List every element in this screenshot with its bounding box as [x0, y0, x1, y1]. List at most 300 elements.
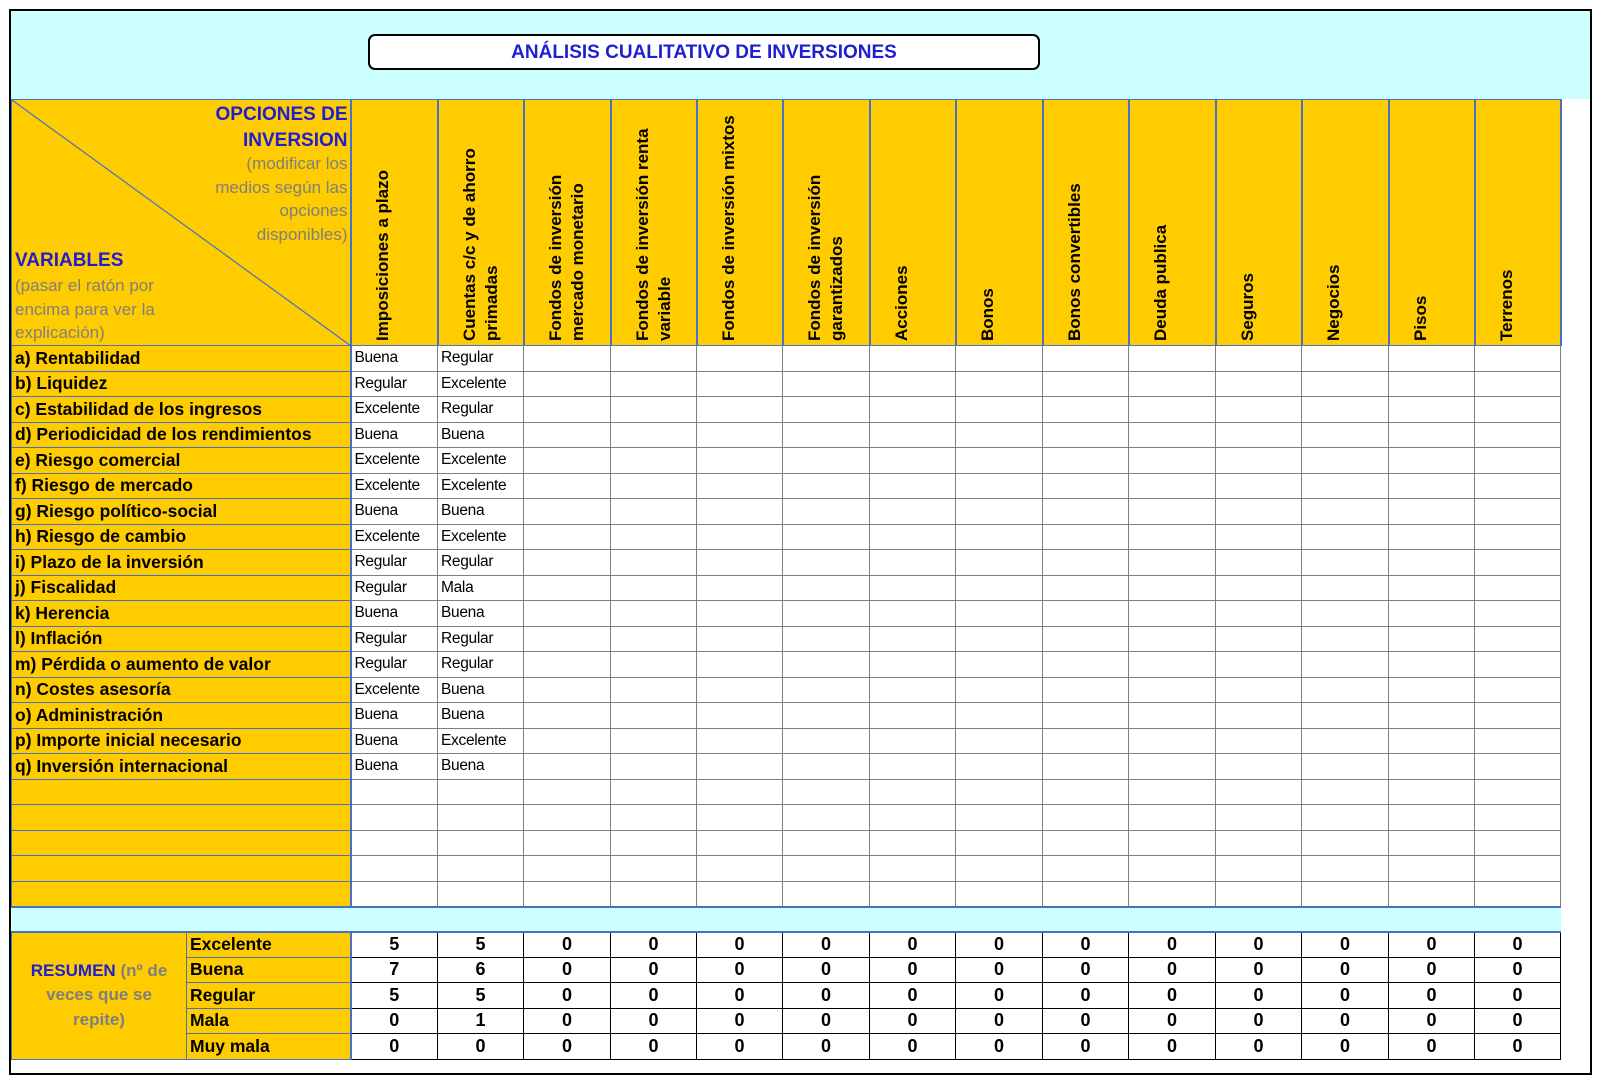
column-header[interactable] [1216, 100, 1302, 346]
rating-cell[interactable] [783, 550, 870, 576]
rating-cell[interactable] [697, 473, 783, 499]
rating-cell[interactable] [524, 703, 611, 729]
rating-cell[interactable] [1302, 652, 1389, 678]
rating-cell[interactable] [1475, 728, 1561, 754]
rating-cell[interactable] [870, 499, 956, 525]
rating-cell[interactable] [1043, 728, 1129, 754]
rating-cell[interactable] [1129, 677, 1216, 703]
rating-cell[interactable] [870, 728, 956, 754]
rating-cell[interactable] [611, 881, 697, 907]
rating-cell[interactable] [1389, 703, 1475, 729]
rating-cell[interactable] [1302, 703, 1389, 729]
rating-cell[interactable]: Buena [351, 728, 438, 754]
rating-cell[interactable] [697, 703, 783, 729]
rating-cell[interactable] [351, 805, 438, 831]
rating-cell[interactable] [1216, 524, 1302, 550]
rating-cell[interactable] [1043, 448, 1129, 474]
rating-cell[interactable] [1389, 754, 1475, 780]
rating-cell[interactable] [1475, 856, 1561, 882]
rating-cell[interactable] [1216, 448, 1302, 474]
rating-cell[interactable] [524, 371, 611, 397]
rating-cell[interactable] [1216, 601, 1302, 627]
rating-cell[interactable] [1302, 448, 1389, 474]
rating-cell[interactable] [783, 754, 870, 780]
rating-cell[interactable] [1475, 499, 1561, 525]
rating-cell[interactable] [524, 754, 611, 780]
rating-cell[interactable] [783, 371, 870, 397]
rating-cell[interactable] [1389, 626, 1475, 652]
rating-cell[interactable] [956, 473, 1043, 499]
rating-cell[interactable] [1475, 703, 1561, 729]
rating-cell[interactable] [1389, 856, 1475, 882]
rating-cell[interactable] [1129, 626, 1216, 652]
rating-cell[interactable]: Buena [438, 499, 524, 525]
column-header[interactable] [351, 100, 438, 346]
variable-label[interactable]: j) Fiscalidad [12, 575, 351, 601]
rating-cell[interactable] [1389, 881, 1475, 907]
rating-cell[interactable] [870, 524, 956, 550]
rating-cell[interactable] [1129, 728, 1216, 754]
rating-cell[interactable] [524, 830, 611, 856]
blank-variable-label[interactable] [12, 830, 351, 856]
rating-cell[interactable] [783, 703, 870, 729]
rating-cell[interactable] [1475, 754, 1561, 780]
variable-label[interactable]: f) Riesgo de mercado [12, 473, 351, 499]
rating-cell[interactable] [438, 805, 524, 831]
rating-cell[interactable] [524, 575, 611, 601]
rating-cell[interactable] [611, 550, 697, 576]
rating-cell[interactable] [956, 371, 1043, 397]
rating-cell[interactable] [1216, 830, 1302, 856]
rating-cell[interactable] [870, 575, 956, 601]
rating-cell[interactable] [956, 677, 1043, 703]
rating-cell[interactable] [697, 371, 783, 397]
rating-cell[interactable] [1216, 652, 1302, 678]
rating-cell[interactable] [697, 779, 783, 805]
rating-cell[interactable] [870, 754, 956, 780]
column-header[interactable] [1475, 100, 1561, 346]
rating-cell[interactable] [1475, 448, 1561, 474]
rating-cell[interactable] [1475, 779, 1561, 805]
rating-cell[interactable] [697, 677, 783, 703]
rating-cell[interactable] [1129, 499, 1216, 525]
rating-cell[interactable] [870, 422, 956, 448]
rating-cell[interactable]: Regular [438, 652, 524, 678]
rating-cell[interactable] [956, 856, 1043, 882]
rating-cell[interactable] [1043, 575, 1129, 601]
rating-cell[interactable] [1129, 371, 1216, 397]
rating-cell[interactable] [697, 728, 783, 754]
rating-cell[interactable] [524, 626, 611, 652]
variable-label[interactable]: g) Riesgo político-social [12, 499, 351, 525]
rating-cell[interactable]: Buena [351, 703, 438, 729]
rating-cell[interactable] [1389, 601, 1475, 627]
rating-cell[interactable]: Regular [351, 371, 438, 397]
rating-cell[interactable] [1475, 601, 1561, 627]
rating-cell[interactable]: Mala [438, 575, 524, 601]
rating-cell[interactable] [783, 575, 870, 601]
column-header[interactable] [1043, 100, 1129, 346]
variable-label[interactable]: b) Liquidez [12, 371, 351, 397]
rating-cell[interactable] [783, 856, 870, 882]
rating-cell[interactable] [1389, 346, 1475, 372]
rating-cell[interactable]: Excelente [351, 677, 438, 703]
rating-cell[interactable] [956, 346, 1043, 372]
rating-cell[interactable] [870, 703, 956, 729]
rating-cell[interactable] [1475, 677, 1561, 703]
rating-cell[interactable] [783, 830, 870, 856]
rating-cell[interactable] [1302, 575, 1389, 601]
rating-cell[interactable] [611, 703, 697, 729]
rating-cell[interactable] [697, 830, 783, 856]
rating-cell[interactable] [697, 652, 783, 678]
rating-cell[interactable]: Excelente [438, 473, 524, 499]
rating-cell[interactable] [1129, 422, 1216, 448]
rating-cell[interactable] [956, 830, 1043, 856]
rating-cell[interactable] [524, 397, 611, 423]
rating-cell[interactable] [870, 881, 956, 907]
rating-cell[interactable] [351, 779, 438, 805]
rating-cell[interactable] [1302, 728, 1389, 754]
rating-cell[interactable] [351, 856, 438, 882]
rating-cell[interactable] [524, 524, 611, 550]
variable-label[interactable]: c) Estabilidad de los ingresos [12, 397, 351, 423]
rating-cell[interactable] [1043, 499, 1129, 525]
rating-cell[interactable] [870, 601, 956, 627]
rating-cell[interactable]: Excelente [351, 473, 438, 499]
column-header[interactable] [524, 100, 611, 346]
rating-cell[interactable]: Regular [351, 626, 438, 652]
rating-cell[interactable] [1475, 575, 1561, 601]
rating-cell[interactable] [870, 371, 956, 397]
rating-cell[interactable] [1216, 473, 1302, 499]
column-header[interactable] [438, 100, 524, 346]
rating-cell[interactable] [1216, 346, 1302, 372]
rating-cell[interactable] [697, 397, 783, 423]
rating-cell[interactable] [956, 703, 1043, 729]
blank-variable-label[interactable] [12, 881, 351, 907]
rating-cell[interactable] [524, 601, 611, 627]
variable-label[interactable]: q) Inversión internacional [12, 754, 351, 780]
rating-cell[interactable] [1216, 856, 1302, 882]
rating-cell[interactable] [697, 881, 783, 907]
rating-cell[interactable] [1302, 677, 1389, 703]
rating-cell[interactable] [524, 346, 611, 372]
rating-cell[interactable] [697, 626, 783, 652]
rating-cell[interactable] [1302, 397, 1389, 423]
rating-cell[interactable] [697, 524, 783, 550]
rating-cell[interactable] [1216, 575, 1302, 601]
rating-cell[interactable]: Regular [438, 550, 524, 576]
rating-cell[interactable] [870, 856, 956, 882]
rating-cell[interactable] [1129, 473, 1216, 499]
rating-cell[interactable] [1216, 626, 1302, 652]
rating-cell[interactable] [956, 575, 1043, 601]
rating-cell[interactable] [611, 499, 697, 525]
rating-cell[interactable]: Excelente [438, 728, 524, 754]
rating-cell[interactable] [524, 422, 611, 448]
rating-cell[interactable] [783, 805, 870, 831]
rating-cell[interactable] [956, 422, 1043, 448]
column-header[interactable] [1129, 100, 1216, 346]
rating-cell[interactable] [1043, 856, 1129, 882]
rating-cell[interactable] [956, 805, 1043, 831]
rating-cell[interactable] [1302, 881, 1389, 907]
rating-cell[interactable] [524, 805, 611, 831]
rating-cell[interactable] [870, 805, 956, 831]
rating-cell[interactable] [1302, 473, 1389, 499]
rating-cell[interactable] [1475, 371, 1561, 397]
rating-cell[interactable] [1475, 805, 1561, 831]
rating-cell[interactable] [1475, 652, 1561, 678]
rating-cell[interactable] [611, 346, 697, 372]
rating-cell[interactable] [783, 422, 870, 448]
rating-cell[interactable] [1043, 550, 1129, 576]
rating-cell[interactable] [1389, 677, 1475, 703]
rating-cell[interactable] [1216, 422, 1302, 448]
rating-cell[interactable]: Excelente [438, 524, 524, 550]
rating-cell[interactable] [783, 499, 870, 525]
rating-cell[interactable] [1475, 422, 1561, 448]
rating-cell[interactable] [1475, 346, 1561, 372]
rating-cell[interactable] [524, 473, 611, 499]
rating-cell[interactable] [783, 652, 870, 678]
rating-cell[interactable] [1129, 397, 1216, 423]
rating-cell[interactable] [1216, 499, 1302, 525]
rating-cell[interactable] [1216, 754, 1302, 780]
rating-cell[interactable] [1216, 677, 1302, 703]
rating-cell[interactable] [870, 652, 956, 678]
rating-cell[interactable] [351, 830, 438, 856]
rating-cell[interactable]: Excelente [351, 397, 438, 423]
rating-cell[interactable] [1043, 397, 1129, 423]
rating-cell[interactable] [783, 677, 870, 703]
rating-cell[interactable] [524, 499, 611, 525]
rating-cell[interactable] [1389, 473, 1475, 499]
rating-cell[interactable] [956, 754, 1043, 780]
rating-cell[interactable] [697, 499, 783, 525]
rating-cell[interactable] [783, 448, 870, 474]
rating-cell[interactable] [1216, 371, 1302, 397]
rating-cell[interactable] [1389, 779, 1475, 805]
rating-cell[interactable] [1389, 499, 1475, 525]
rating-cell[interactable] [1129, 448, 1216, 474]
rating-cell[interactable]: Buena [351, 499, 438, 525]
rating-cell[interactable] [1302, 830, 1389, 856]
rating-cell[interactable] [1043, 652, 1129, 678]
rating-cell[interactable] [783, 346, 870, 372]
rating-cell[interactable] [1043, 754, 1129, 780]
rating-cell[interactable] [1389, 448, 1475, 474]
variable-label[interactable]: o) Administración [12, 703, 351, 729]
rating-cell[interactable] [956, 524, 1043, 550]
rating-cell[interactable] [1389, 805, 1475, 831]
rating-cell[interactable] [1129, 346, 1216, 372]
rating-cell[interactable] [870, 448, 956, 474]
rating-cell[interactable] [611, 856, 697, 882]
rating-cell[interactable] [1389, 575, 1475, 601]
variable-label[interactable]: a) Rentabilidad [12, 346, 351, 372]
rating-cell[interactable] [1216, 881, 1302, 907]
rating-cell[interactable] [956, 499, 1043, 525]
rating-cell[interactable]: Regular [351, 652, 438, 678]
rating-cell[interactable] [524, 550, 611, 576]
rating-cell[interactable] [1389, 524, 1475, 550]
rating-cell[interactable] [524, 728, 611, 754]
rating-cell[interactable] [870, 550, 956, 576]
rating-cell[interactable] [956, 728, 1043, 754]
rating-cell[interactable] [697, 575, 783, 601]
rating-cell[interactable] [870, 677, 956, 703]
rating-cell[interactable] [1302, 550, 1389, 576]
rating-cell[interactable] [870, 779, 956, 805]
rating-cell[interactable] [1302, 346, 1389, 372]
variable-label[interactable]: h) Riesgo de cambio [12, 524, 351, 550]
rating-cell[interactable] [611, 652, 697, 678]
rating-cell[interactable] [783, 397, 870, 423]
rating-cell[interactable]: Buena [351, 346, 438, 372]
rating-cell[interactable] [524, 652, 611, 678]
blank-variable-label[interactable] [12, 805, 351, 831]
variable-label[interactable]: e) Riesgo comercial [12, 448, 351, 474]
column-header[interactable] [956, 100, 1043, 346]
rating-cell[interactable] [1302, 524, 1389, 550]
rating-cell[interactable] [611, 371, 697, 397]
rating-cell[interactable] [1043, 830, 1129, 856]
rating-cell[interactable] [956, 881, 1043, 907]
rating-cell[interactable]: Buena [438, 703, 524, 729]
variable-label[interactable]: i) Plazo de la inversión [12, 550, 351, 576]
rating-cell[interactable] [1216, 703, 1302, 729]
rating-cell[interactable] [1129, 550, 1216, 576]
rating-cell[interactable] [1043, 805, 1129, 831]
rating-cell[interactable] [956, 652, 1043, 678]
rating-cell[interactable]: Regular [351, 575, 438, 601]
column-header[interactable] [1302, 100, 1389, 346]
rating-cell[interactable] [956, 626, 1043, 652]
rating-cell[interactable] [870, 397, 956, 423]
rating-cell[interactable] [1043, 422, 1129, 448]
rating-cell[interactable] [524, 856, 611, 882]
rating-cell[interactable] [1475, 550, 1561, 576]
rating-cell[interactable] [1129, 856, 1216, 882]
rating-cell[interactable] [956, 779, 1043, 805]
rating-cell[interactable] [1043, 601, 1129, 627]
variable-label[interactable]: n) Costes asesoría [12, 677, 351, 703]
blank-variable-label[interactable] [12, 779, 351, 805]
rating-cell[interactable] [1302, 856, 1389, 882]
rating-cell[interactable] [524, 779, 611, 805]
rating-cell[interactable]: Regular [438, 346, 524, 372]
rating-cell[interactable] [611, 422, 697, 448]
rating-cell[interactable] [783, 473, 870, 499]
rating-cell[interactable] [1129, 652, 1216, 678]
column-header[interactable] [1389, 100, 1475, 346]
rating-cell[interactable] [1129, 754, 1216, 780]
rating-cell[interactable] [1129, 805, 1216, 831]
rating-cell[interactable] [1475, 881, 1561, 907]
rating-cell[interactable] [1475, 473, 1561, 499]
rating-cell[interactable] [870, 830, 956, 856]
variable-label[interactable]: k) Herencia [12, 601, 351, 627]
rating-cell[interactable]: Buena [351, 422, 438, 448]
rating-cell[interactable] [1043, 703, 1129, 729]
rating-cell[interactable]: Buena [438, 754, 524, 780]
rating-cell[interactable] [697, 550, 783, 576]
rating-cell[interactable] [1043, 881, 1129, 907]
variable-label[interactable]: d) Periodicidad de los rendimientos [12, 422, 351, 448]
rating-cell[interactable] [1302, 754, 1389, 780]
rating-cell[interactable] [956, 448, 1043, 474]
rating-cell[interactable] [783, 779, 870, 805]
rating-cell[interactable] [438, 881, 524, 907]
rating-cell[interactable] [611, 805, 697, 831]
rating-cell[interactable] [1302, 499, 1389, 525]
rating-cell[interactable] [1216, 779, 1302, 805]
rating-cell[interactable] [1389, 652, 1475, 678]
rating-cell[interactable] [611, 601, 697, 627]
rating-cell[interactable] [1129, 881, 1216, 907]
rating-cell[interactable] [611, 626, 697, 652]
rating-cell[interactable] [1389, 422, 1475, 448]
rating-cell[interactable]: Excelente [351, 448, 438, 474]
rating-cell[interactable] [524, 881, 611, 907]
rating-cell[interactable] [1129, 830, 1216, 856]
rating-cell[interactable] [956, 601, 1043, 627]
rating-cell[interactable] [783, 881, 870, 907]
rating-cell[interactable] [1043, 626, 1129, 652]
rating-cell[interactable]: Regular [438, 626, 524, 652]
rating-cell[interactable]: Excelente [438, 371, 524, 397]
rating-cell[interactable] [611, 524, 697, 550]
rating-cell[interactable] [1302, 779, 1389, 805]
variable-label[interactable]: m) Pérdida o aumento de valor [12, 652, 351, 678]
rating-cell[interactable] [1389, 728, 1475, 754]
rating-cell[interactable]: Buena [438, 422, 524, 448]
rating-cell[interactable] [697, 601, 783, 627]
rating-cell[interactable] [1129, 779, 1216, 805]
rating-cell[interactable] [1216, 397, 1302, 423]
rating-cell[interactable] [611, 397, 697, 423]
rating-cell[interactable] [1129, 703, 1216, 729]
rating-cell[interactable] [611, 728, 697, 754]
rating-cell[interactable]: Regular [351, 550, 438, 576]
rating-cell[interactable] [611, 677, 697, 703]
rating-cell[interactable] [1302, 371, 1389, 397]
rating-cell[interactable] [697, 346, 783, 372]
rating-cell[interactable] [524, 677, 611, 703]
variable-label[interactable]: p) Importe inicial necesario [12, 728, 351, 754]
rating-cell[interactable] [1475, 626, 1561, 652]
rating-cell[interactable] [438, 779, 524, 805]
rating-cell[interactable] [1129, 524, 1216, 550]
rating-cell[interactable] [351, 881, 438, 907]
rating-cell[interactable] [1216, 728, 1302, 754]
column-header[interactable] [783, 100, 870, 346]
rating-cell[interactable] [1302, 626, 1389, 652]
rating-cell[interactable] [1043, 779, 1129, 805]
rating-cell[interactable] [956, 550, 1043, 576]
rating-cell[interactable] [1129, 575, 1216, 601]
rating-cell[interactable]: Buena [438, 601, 524, 627]
rating-cell[interactable] [697, 754, 783, 780]
rating-cell[interactable] [1302, 601, 1389, 627]
rating-cell[interactable] [783, 601, 870, 627]
column-header[interactable] [870, 100, 956, 346]
rating-cell[interactable] [1043, 524, 1129, 550]
rating-cell[interactable] [1475, 397, 1561, 423]
rating-cell[interactable] [956, 397, 1043, 423]
